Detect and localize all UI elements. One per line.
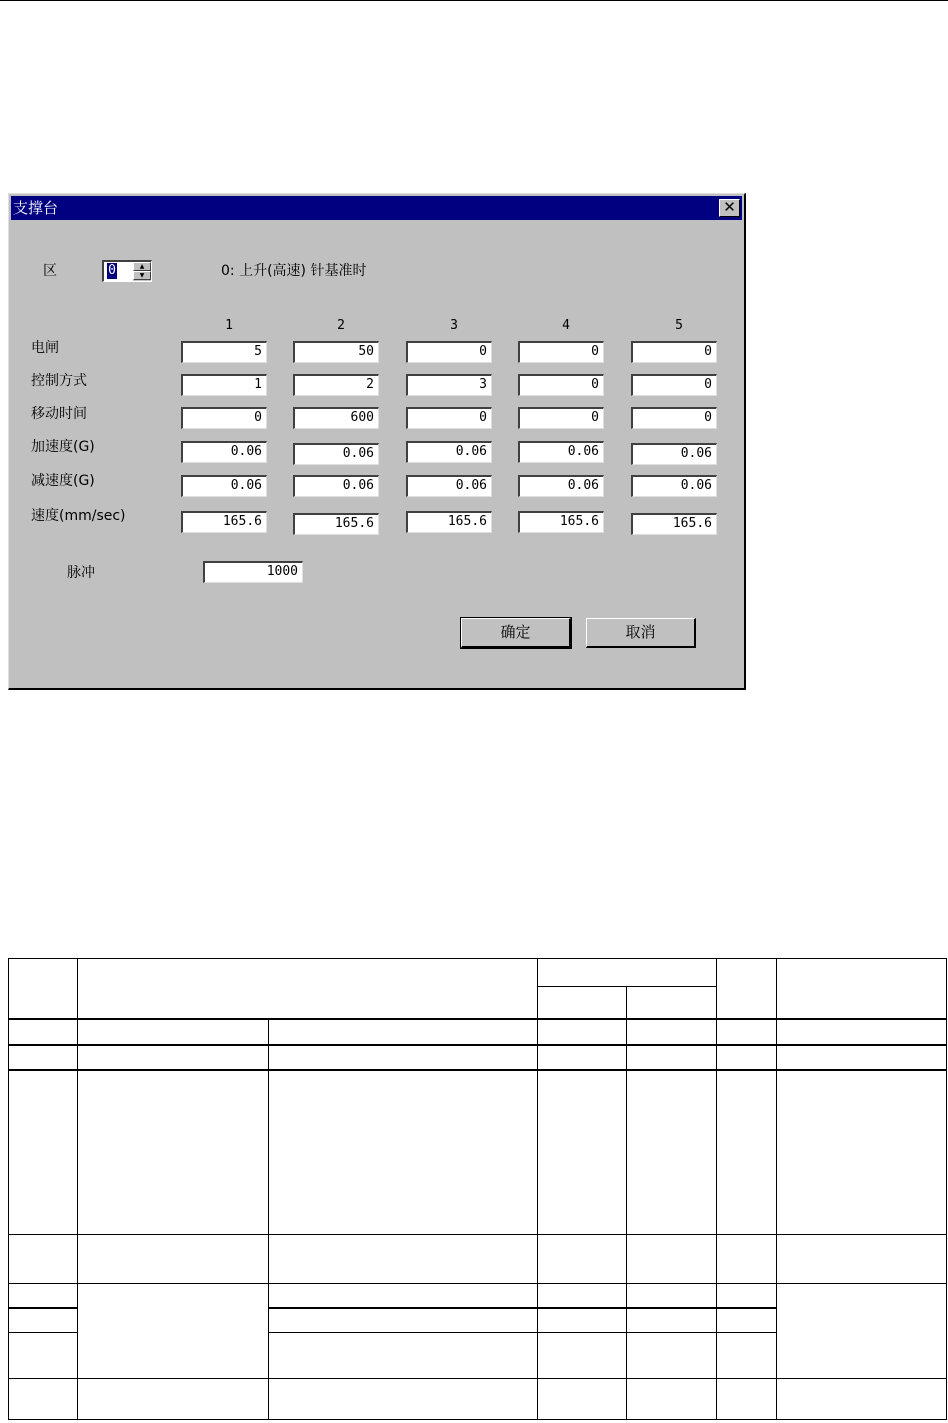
switch-field-2[interactable]: 50 xyxy=(293,341,379,363)
grid-line xyxy=(946,958,947,1420)
dialog-title: 支撑台 xyxy=(13,199,59,217)
ok-button[interactable]: 确定 xyxy=(461,618,571,648)
switch-field-4[interactable]: 0 xyxy=(518,341,604,363)
zone-spinbox[interactable] xyxy=(102,260,152,282)
grid-line xyxy=(268,1307,777,1309)
grid-line xyxy=(8,1283,947,1284)
acceleration-field-2[interactable]: 0.06 xyxy=(293,443,379,465)
control-mode-field-3[interactable]: 3 xyxy=(406,374,492,396)
row-label-acceleration: 加速度(G) xyxy=(31,439,95,455)
move-time-field-1[interactable]: 0 xyxy=(181,407,267,429)
row-label-move-time: 移动时间 xyxy=(31,406,87,422)
zone-label: 区 xyxy=(43,263,57,279)
pulse-label: 脉冲 xyxy=(67,565,95,581)
control-mode-field-4[interactable]: 0 xyxy=(518,374,604,396)
grid-line xyxy=(8,1307,77,1309)
grid-line xyxy=(8,1069,947,1071)
move-time-field-2[interactable]: 600 xyxy=(293,407,379,429)
acceleration-field-5[interactable]: 0.06 xyxy=(631,443,717,465)
grid-line xyxy=(8,1378,947,1379)
acceleration-field-3[interactable]: 0.06 xyxy=(406,441,492,463)
speed-field-1[interactable]: 165.6 xyxy=(181,511,267,533)
control-mode-field-1[interactable]: 1 xyxy=(181,374,267,396)
acceleration-field-4[interactable]: 0.06 xyxy=(518,441,604,463)
grid-line xyxy=(537,958,538,1420)
support-table-dialog xyxy=(8,193,746,690)
row-label-switch: 电闸 xyxy=(31,340,59,356)
grid-line xyxy=(77,958,78,1420)
close-icon[interactable]: ✕ xyxy=(719,199,740,217)
grid-line xyxy=(716,958,717,1420)
dialog-titlebar[interactable] xyxy=(11,196,742,220)
deceleration-field-5[interactable]: 0.06 xyxy=(631,475,717,497)
grid-line xyxy=(776,958,777,1420)
grid-line xyxy=(8,958,9,1420)
column-header: 2 xyxy=(337,318,345,333)
grid-line xyxy=(8,1234,947,1235)
deceleration-field-4[interactable]: 0.06 xyxy=(518,475,604,497)
switch-field-3[interactable]: 0 xyxy=(406,341,492,363)
grid-line xyxy=(268,1020,269,1420)
grid-line xyxy=(8,1419,947,1420)
deceleration-field-1[interactable]: 0.06 xyxy=(181,475,267,497)
cancel-button[interactable]: 取消 xyxy=(586,618,696,648)
grid-line xyxy=(8,1332,77,1333)
column-header: 5 xyxy=(675,318,683,333)
control-mode-field-5[interactable]: 0 xyxy=(631,374,717,396)
grid-line xyxy=(626,986,627,1420)
grid-line xyxy=(8,1018,947,1020)
grid-line xyxy=(8,958,947,959)
grid-line xyxy=(268,1332,777,1333)
control-mode-field-2[interactable]: 2 xyxy=(293,374,379,396)
spin-down-icon[interactable]: ▼ xyxy=(133,271,151,280)
speed-field-5[interactable]: 165.6 xyxy=(631,513,717,535)
grid-line xyxy=(8,1044,947,1046)
grid-line xyxy=(537,986,716,987)
pulse-field[interactable]: 1000 xyxy=(203,561,303,583)
switch-field-1[interactable]: 5 xyxy=(181,341,267,363)
acceleration-field-1[interactable]: 0.06 xyxy=(181,441,267,463)
move-time-field-5[interactable]: 0 xyxy=(631,407,717,429)
speed-field-3[interactable]: 165.6 xyxy=(406,511,492,533)
page-top-rule xyxy=(0,0,948,1)
deceleration-field-2[interactable]: 0.06 xyxy=(293,475,379,497)
zone-value[interactable]: 0 xyxy=(108,263,116,278)
speed-field-2[interactable]: 165.6 xyxy=(293,513,379,535)
column-header: 4 xyxy=(562,318,570,333)
switch-field-5[interactable]: 0 xyxy=(631,341,717,363)
column-header: 1 xyxy=(225,318,233,333)
spin-up-icon[interactable]: ▲ xyxy=(133,262,151,271)
column-header: 3 xyxy=(450,318,458,333)
speed-field-4[interactable]: 165.6 xyxy=(518,511,604,533)
zone-description: 0: 上升(高速) 针基准时 xyxy=(221,263,367,279)
deceleration-field-3[interactable]: 0.06 xyxy=(406,475,492,497)
row-label-speed: 速度(mm/sec) xyxy=(31,508,126,524)
move-time-field-3[interactable]: 0 xyxy=(406,407,492,429)
move-time-field-4[interactable]: 0 xyxy=(518,407,604,429)
row-label-deceleration: 减速度(G) xyxy=(31,473,95,489)
row-label-control-mode: 控制方式 xyxy=(31,373,87,389)
